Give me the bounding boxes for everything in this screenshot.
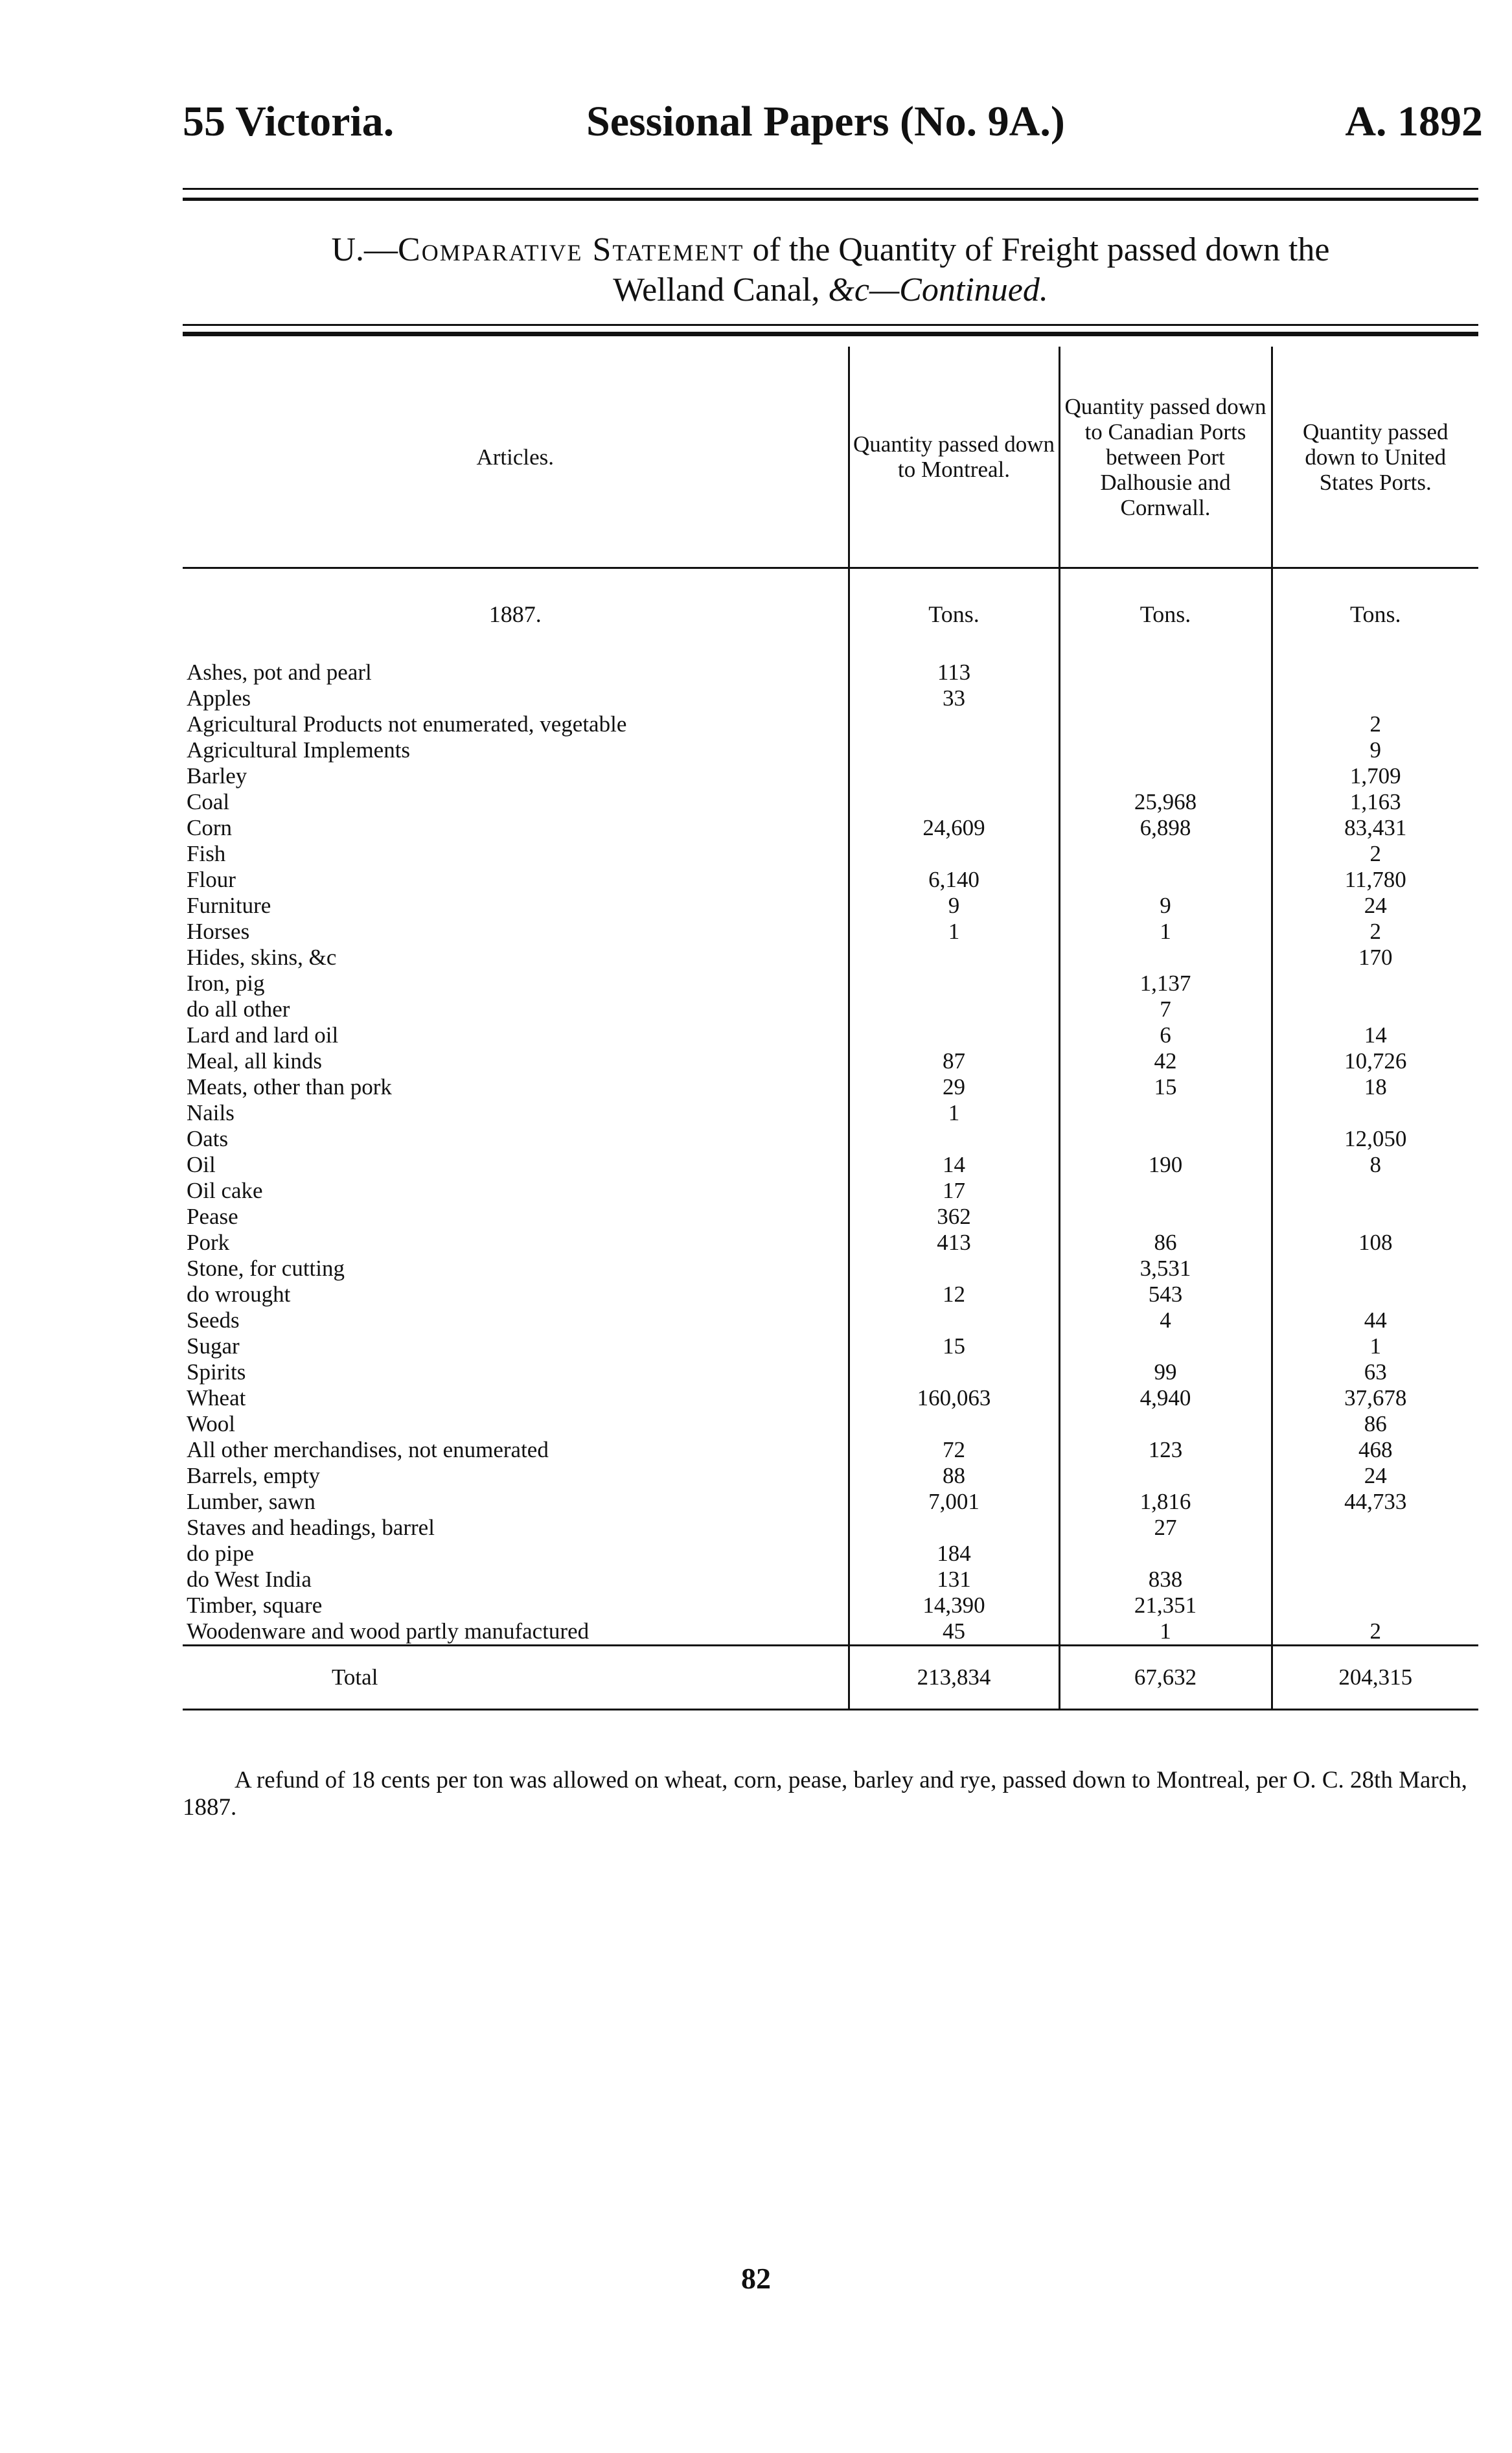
canadian-ports-cell: [1059, 1541, 1272, 1567]
article-cell: Stone, for cutting: [187, 1256, 345, 1281]
table-row: [183, 1100, 1478, 1126]
table-row: [183, 660, 1478, 685]
us-ports-cell: 1: [1272, 1333, 1478, 1359]
article-cell: Iron, pig: [187, 971, 265, 996]
canadian-ports-cell: [1059, 867, 1272, 893]
canadian-ports-cell: [1059, 841, 1272, 867]
table-row: [183, 789, 1478, 815]
montreal-cell: 160,063: [849, 1385, 1059, 1411]
canadian-ports-cell: [1059, 737, 1272, 763]
canadian-ports-cell: 543: [1059, 1282, 1272, 1307]
table-row: [183, 1437, 1478, 1463]
table-row: [183, 1022, 1478, 1048]
montreal-cell: 9: [849, 893, 1059, 919]
montreal-cell: [849, 841, 1059, 867]
us-ports-cell: 2: [1272, 919, 1478, 945]
article-cell: do West India: [187, 1567, 312, 1592]
freight-table: [183, 347, 1478, 1710]
canadian-ports-cell: [1059, 1100, 1272, 1126]
table-row: [183, 1230, 1478, 1256]
article-cell: Meal, all kinds: [187, 1048, 322, 1074]
canadian-ports-cell: 99: [1059, 1359, 1272, 1385]
canadian-ports-cell: 4,940: [1059, 1385, 1272, 1411]
montreal-cell: [849, 1022, 1059, 1048]
canadian-ports-cell: [1059, 711, 1272, 737]
us-ports-cell: 24: [1272, 1463, 1478, 1489]
table-row: [183, 815, 1478, 841]
table-row: [183, 996, 1478, 1022]
montreal-cell: [849, 1515, 1059, 1541]
table-row: [183, 1074, 1478, 1100]
canadian-ports-cell: 4: [1059, 1307, 1272, 1333]
article-cell: Lumber, sawn: [187, 1489, 315, 1514]
canadian-ports-cell: [1059, 763, 1272, 789]
unit-montreal: Tons.: [849, 568, 1059, 660]
table-row: [183, 1567, 1478, 1593]
article-cell: do all other: [187, 996, 290, 1022]
canadian-ports-cell: 15: [1059, 1074, 1272, 1100]
us-ports-cell: [1272, 1178, 1478, 1204]
table-row: [183, 1204, 1478, 1230]
canadian-ports-cell: 27: [1059, 1515, 1272, 1541]
table-row: [183, 1152, 1478, 1178]
us-ports-cell: 24: [1272, 893, 1478, 919]
table-row: [183, 711, 1478, 737]
us-ports-cell: [1272, 1567, 1478, 1593]
us-ports-cell: [1272, 1282, 1478, 1307]
title-line2-italic: &c—Continued.: [828, 271, 1048, 308]
montreal-cell: 14: [849, 1152, 1059, 1178]
canadian-ports-cell: [1059, 1204, 1272, 1230]
us-ports-cell: 108: [1272, 1230, 1478, 1256]
units-row: [183, 568, 1478, 660]
us-ports-cell: [1272, 1541, 1478, 1567]
table-row: [183, 685, 1478, 711]
us-ports-cell: 1,163: [1272, 789, 1478, 815]
us-ports-cell: 86: [1272, 1411, 1478, 1437]
article-cell: Coal: [187, 789, 230, 814]
montreal-cell: 45: [849, 1618, 1059, 1646]
montreal-cell: 7,001: [849, 1489, 1059, 1515]
footnote: A refund of 18 cents per ton was allowed on wheat, corn, pease, barley and rye, passed down to Montreal, per O. C. 28th March, 1887.: [183, 1767, 1467, 1821]
article-cell: Agricultural Products not enumerated, vegetable: [187, 711, 627, 737]
canadian-ports-cell: 838: [1059, 1567, 1272, 1593]
us-ports-cell: 8: [1272, 1152, 1478, 1178]
unit-us: Tons.: [1272, 568, 1478, 660]
canadian-ports-cell: [1059, 1463, 1272, 1489]
table-row: [183, 1515, 1478, 1541]
montreal-cell: 87: [849, 1048, 1059, 1074]
article-cell: Corn: [187, 815, 232, 840]
year-label: 1887.: [488, 601, 542, 627]
us-ports-cell: 44,733: [1272, 1489, 1478, 1515]
article-cell: Flour: [187, 867, 236, 892]
table-row: [183, 1618, 1478, 1646]
montreal-cell: 362: [849, 1204, 1059, 1230]
montreal-cell: [849, 711, 1059, 737]
us-ports-cell: 468: [1272, 1437, 1478, 1463]
us-ports-cell: 11,780: [1272, 867, 1478, 893]
article-cell: Oil: [187, 1152, 216, 1177]
article-cell: Ashes, pot and pearl: [187, 660, 372, 685]
montreal-cell: 15: [849, 1333, 1059, 1359]
article-cell: Barrels, empty: [187, 1463, 321, 1488]
us-ports-cell: 14: [1272, 1022, 1478, 1048]
canadian-ports-cell: 21,351: [1059, 1593, 1272, 1618]
us-ports-cell: [1272, 1256, 1478, 1282]
table-header-row: [183, 347, 1478, 568]
montreal-cell: 1: [849, 1100, 1059, 1126]
article-cell: do pipe: [187, 1541, 255, 1566]
canadian-ports-cell: 1: [1059, 1618, 1272, 1646]
montreal-cell: 72: [849, 1437, 1059, 1463]
table-row: [183, 841, 1478, 867]
canadian-ports-cell: 190: [1059, 1152, 1272, 1178]
canadian-ports-cell: 123: [1059, 1437, 1272, 1463]
total-us: 204,315: [1272, 1646, 1478, 1710]
table-row: [183, 737, 1478, 763]
canadian-ports-cell: [1059, 1411, 1272, 1437]
page-number: 82: [741, 2262, 771, 2295]
table-row: [183, 1463, 1478, 1489]
canadian-ports-cell: [1059, 1126, 1272, 1152]
total-label: Total: [183, 1646, 849, 1710]
table-row: [183, 1178, 1478, 1204]
montreal-cell: 88: [849, 1463, 1059, 1489]
article-cell: Staves and headings, barrel: [187, 1515, 435, 1540]
title-rest: of the Quantity of Freight passed down the: [744, 231, 1330, 268]
us-ports-cell: [1272, 1593, 1478, 1618]
article-cell: Seeds: [187, 1307, 240, 1333]
canadian-ports-cell: [1059, 660, 1272, 685]
montreal-cell: [849, 971, 1059, 996]
montreal-cell: 1: [849, 919, 1059, 945]
table-row: [183, 1333, 1478, 1359]
canadian-ports-cell: 1,137: [1059, 971, 1272, 996]
table-row: [183, 919, 1478, 945]
us-ports-cell: [1272, 685, 1478, 711]
montreal-cell: [849, 763, 1059, 789]
us-ports-cell: [1272, 996, 1478, 1022]
article-cell: Pease: [187, 1204, 238, 1229]
article-cell: Wheat: [187, 1385, 246, 1411]
canadian-ports-cell: 6,898: [1059, 815, 1272, 841]
canadian-ports-cell: 1,816: [1059, 1489, 1272, 1515]
table-row: [183, 867, 1478, 893]
article-cell: Nails: [187, 1100, 235, 1125]
canadian-ports-cell: [1059, 1333, 1272, 1359]
table-row: [183, 1048, 1478, 1074]
total-canadian: 67,632: [1059, 1646, 1272, 1710]
table-row: [183, 1126, 1478, 1152]
us-ports-cell: 18: [1272, 1074, 1478, 1100]
article-cell: Oil cake: [187, 1178, 263, 1203]
article-cell: All other merchandises, not enumerated: [187, 1437, 549, 1462]
montreal-cell: [849, 737, 1059, 763]
montreal-cell: 184: [849, 1541, 1059, 1567]
article-cell: Apples: [187, 685, 251, 711]
canadian-ports-cell: [1059, 1178, 1272, 1204]
title-prefix: U.—: [331, 231, 398, 268]
total-row: [183, 1646, 1478, 1710]
title-line-1: [183, 230, 1478, 270]
us-ports-cell: [1272, 1515, 1478, 1541]
us-ports-cell: [1272, 1204, 1478, 1230]
canadian-ports-cell: 42: [1059, 1048, 1272, 1074]
table-row: [183, 1541, 1478, 1567]
article-cell: Woodenware and wood partly manufactured: [187, 1618, 590, 1644]
montreal-cell: 24,609: [849, 815, 1059, 841]
montreal-cell: 113: [849, 660, 1059, 685]
montreal-cell: 29: [849, 1074, 1059, 1100]
us-ports-cell: 9: [1272, 737, 1478, 763]
montreal-cell: [849, 1411, 1059, 1437]
title-rule-thin: [183, 324, 1478, 326]
canadian-ports-cell: 3,531: [1059, 1256, 1272, 1282]
article-cell: Hides, skins, &c: [187, 945, 337, 970]
table-row: [183, 893, 1478, 919]
article-cell: Oats: [187, 1126, 229, 1151]
article-cell: Lard and lard oil: [187, 1022, 339, 1048]
montreal-cell: [849, 1126, 1059, 1152]
article-cell: Agricultural Implements: [187, 737, 411, 763]
canadian-ports-cell: 6: [1059, 1022, 1272, 1048]
montreal-cell: 6,140: [849, 867, 1059, 893]
article-cell: Barley: [187, 763, 247, 789]
table-row: [183, 1282, 1478, 1307]
us-ports-cell: 2: [1272, 711, 1478, 737]
us-ports-cell: 10,726: [1272, 1048, 1478, 1074]
statement-title: [183, 230, 1478, 310]
article-cell: Furniture: [187, 893, 271, 918]
us-ports-cell: 2: [1272, 1618, 1478, 1646]
total-montreal: 213,834: [849, 1646, 1059, 1710]
montreal-cell: 17: [849, 1178, 1059, 1204]
table-row: [183, 1385, 1478, 1411]
us-ports-cell: 44: [1272, 1307, 1478, 1333]
montreal-cell: 14,390: [849, 1593, 1059, 1618]
title-small-caps: Comparative Statement: [398, 231, 744, 268]
article-cell: Wool: [187, 1411, 235, 1436]
montreal-cell: [849, 1307, 1059, 1333]
table-row: [183, 1411, 1478, 1437]
col-header-canadian-ports: Quantity passed down to Canadian Ports between Port Dalhousie and Cornwall.: [1059, 347, 1272, 568]
col-header-us-ports: Quantity passed down to United States Ports.: [1272, 347, 1478, 568]
montreal-cell: 413: [849, 1230, 1059, 1256]
canadian-ports-cell: [1059, 945, 1272, 971]
unit-canadian: Tons.: [1059, 568, 1272, 660]
us-ports-cell: 12,050: [1272, 1126, 1478, 1152]
title-line-2: [183, 270, 1478, 310]
table-row: [183, 763, 1478, 789]
us-ports-cell: 37,678: [1272, 1385, 1478, 1411]
col-header-montreal: Quantity passed down to Montreal.: [849, 347, 1059, 568]
canadian-ports-cell: 1: [1059, 919, 1272, 945]
article-cell: Horses: [187, 919, 250, 944]
header-rule-thin: [183, 188, 1478, 190]
montreal-cell: [849, 996, 1059, 1022]
montreal-cell: [849, 945, 1059, 971]
article-cell: Pork: [187, 1230, 230, 1255]
header-right: A. 1892: [1345, 98, 1483, 145]
article-cell: Spirits: [187, 1359, 246, 1385]
canadian-ports-cell: 9: [1059, 893, 1272, 919]
montreal-cell: [849, 1256, 1059, 1282]
us-ports-cell: [1272, 1100, 1478, 1126]
article-cell: do wrought: [187, 1282, 291, 1307]
table-row: [183, 1359, 1478, 1385]
montreal-cell: [849, 1359, 1059, 1385]
us-ports-cell: 1,709: [1272, 763, 1478, 789]
article-cell: Meats, other than pork: [187, 1074, 392, 1100]
us-ports-cell: 63: [1272, 1359, 1478, 1385]
canadian-ports-cell: 7: [1059, 996, 1272, 1022]
article-cell: Fish: [187, 841, 226, 866]
us-ports-cell: [1272, 971, 1478, 996]
canadian-ports-cell: 25,968: [1059, 789, 1272, 815]
montreal-cell: 33: [849, 685, 1059, 711]
table-row: [183, 971, 1478, 996]
article-cell: Timber, square: [187, 1593, 323, 1618]
title-rule-thick: [183, 332, 1478, 336]
article-cell: Sugar: [187, 1333, 240, 1359]
header-rule-thick: [183, 198, 1478, 201]
header-left: 55 Victoria.: [183, 98, 395, 145]
montreal-cell: 131: [849, 1567, 1059, 1593]
canadian-ports-cell: 86: [1059, 1230, 1272, 1256]
us-ports-cell: 170: [1272, 945, 1478, 971]
us-ports-cell: 83,431: [1272, 815, 1478, 841]
us-ports-cell: [1272, 660, 1478, 685]
col-header-articles: Articles.: [183, 347, 849, 568]
table-row: [183, 1593, 1478, 1618]
table-row: [183, 1256, 1478, 1282]
montreal-cell: [849, 789, 1059, 815]
title-line2-plain: Welland Canal,: [613, 271, 829, 308]
montreal-cell: 12: [849, 1282, 1059, 1307]
table-row: [183, 1307, 1478, 1333]
us-ports-cell: 2: [1272, 841, 1478, 867]
table-row: [183, 945, 1478, 971]
canadian-ports-cell: [1059, 685, 1272, 711]
header-center: Sessional Papers (No. 9A.): [586, 98, 1065, 145]
table-row: [183, 1489, 1478, 1515]
